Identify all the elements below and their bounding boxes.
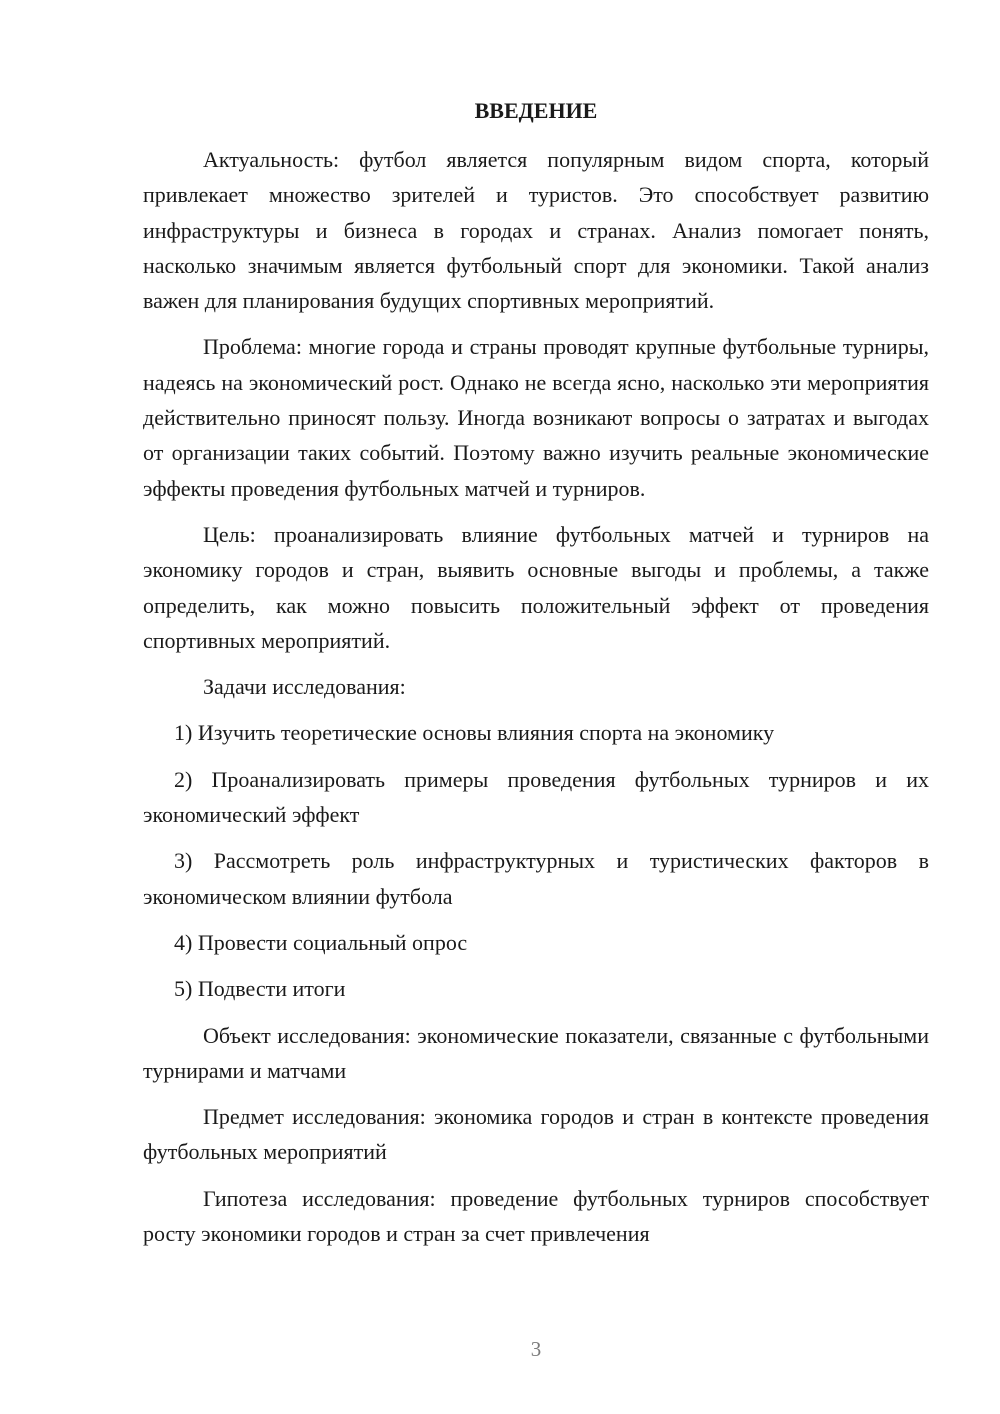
- task-item: 3) Рассмотреть роль инфраструктурных и туристических факторов в экономическом влиянии футбола: [143, 848, 929, 909]
- page-number: 3: [530, 1337, 542, 1361]
- section-title: ВВЕДЕНИЕ: [474, 98, 598, 123]
- document-body: [143, 142, 929, 1262]
- relevance-paragraph: Актуальность: футбол является популярным видом спорта, который привлекает множество зрителей и туристов. Это способствует развитию инфраструктуры и бизнеса в городах и странах. Анализ помогает понять, насколько значимым является футбольный спорт для экономики. Такой анализ важен для планирования будущих спортивных мероприятий.: [143, 147, 929, 314]
- task-item: 5) Подвести итоги: [174, 976, 346, 1002]
- task-item: 4) Провести социальный опрос: [174, 929, 468, 955]
- problem-paragraph: Проблема: многие города и страны проводят крупные футбольные турниры, надеясь на экономический рост. Однако не всегда ясно, насколько эти мероприятия действительно приносят пользу. Иногда возникают вопросы о затратах и выгодах от организации таких событий. Поэтому важно изучить реальные экономические эффекты проведения футбольных матчей и турниров.: [143, 334, 929, 501]
- goal-paragraph: Цель: проанализировать влияние футбольных матчей и турниров на экономику городов и стран, выявить основные выгоды и проблемы, а также определить, как можно повысить положительный эффект от проведения спортивных мероприятий.: [143, 521, 929, 653]
- task-item: 1) Изучить теоретические основы влияния спорта на экономику: [174, 720, 775, 746]
- research-subject-paragraph: Предмет исследования: экономика городов и стран в контексте проведения футбольных мероприятий: [143, 1104, 929, 1165]
- tasks-heading: Задачи исследования:: [203, 674, 406, 700]
- hypothesis-paragraph: Гипотеза исследования: проведение футбольных турниров способствует росту экономики городов и стран за счет привлечения: [143, 1185, 929, 1247]
- research-object-paragraph: Объект исследования: экономические показатели, связанные с футбольными турнирами и матчами: [143, 1022, 929, 1083]
- task-item: 2) Проанализировать примеры проведения футбольных турниров и их экономический эффект: [143, 766, 929, 828]
